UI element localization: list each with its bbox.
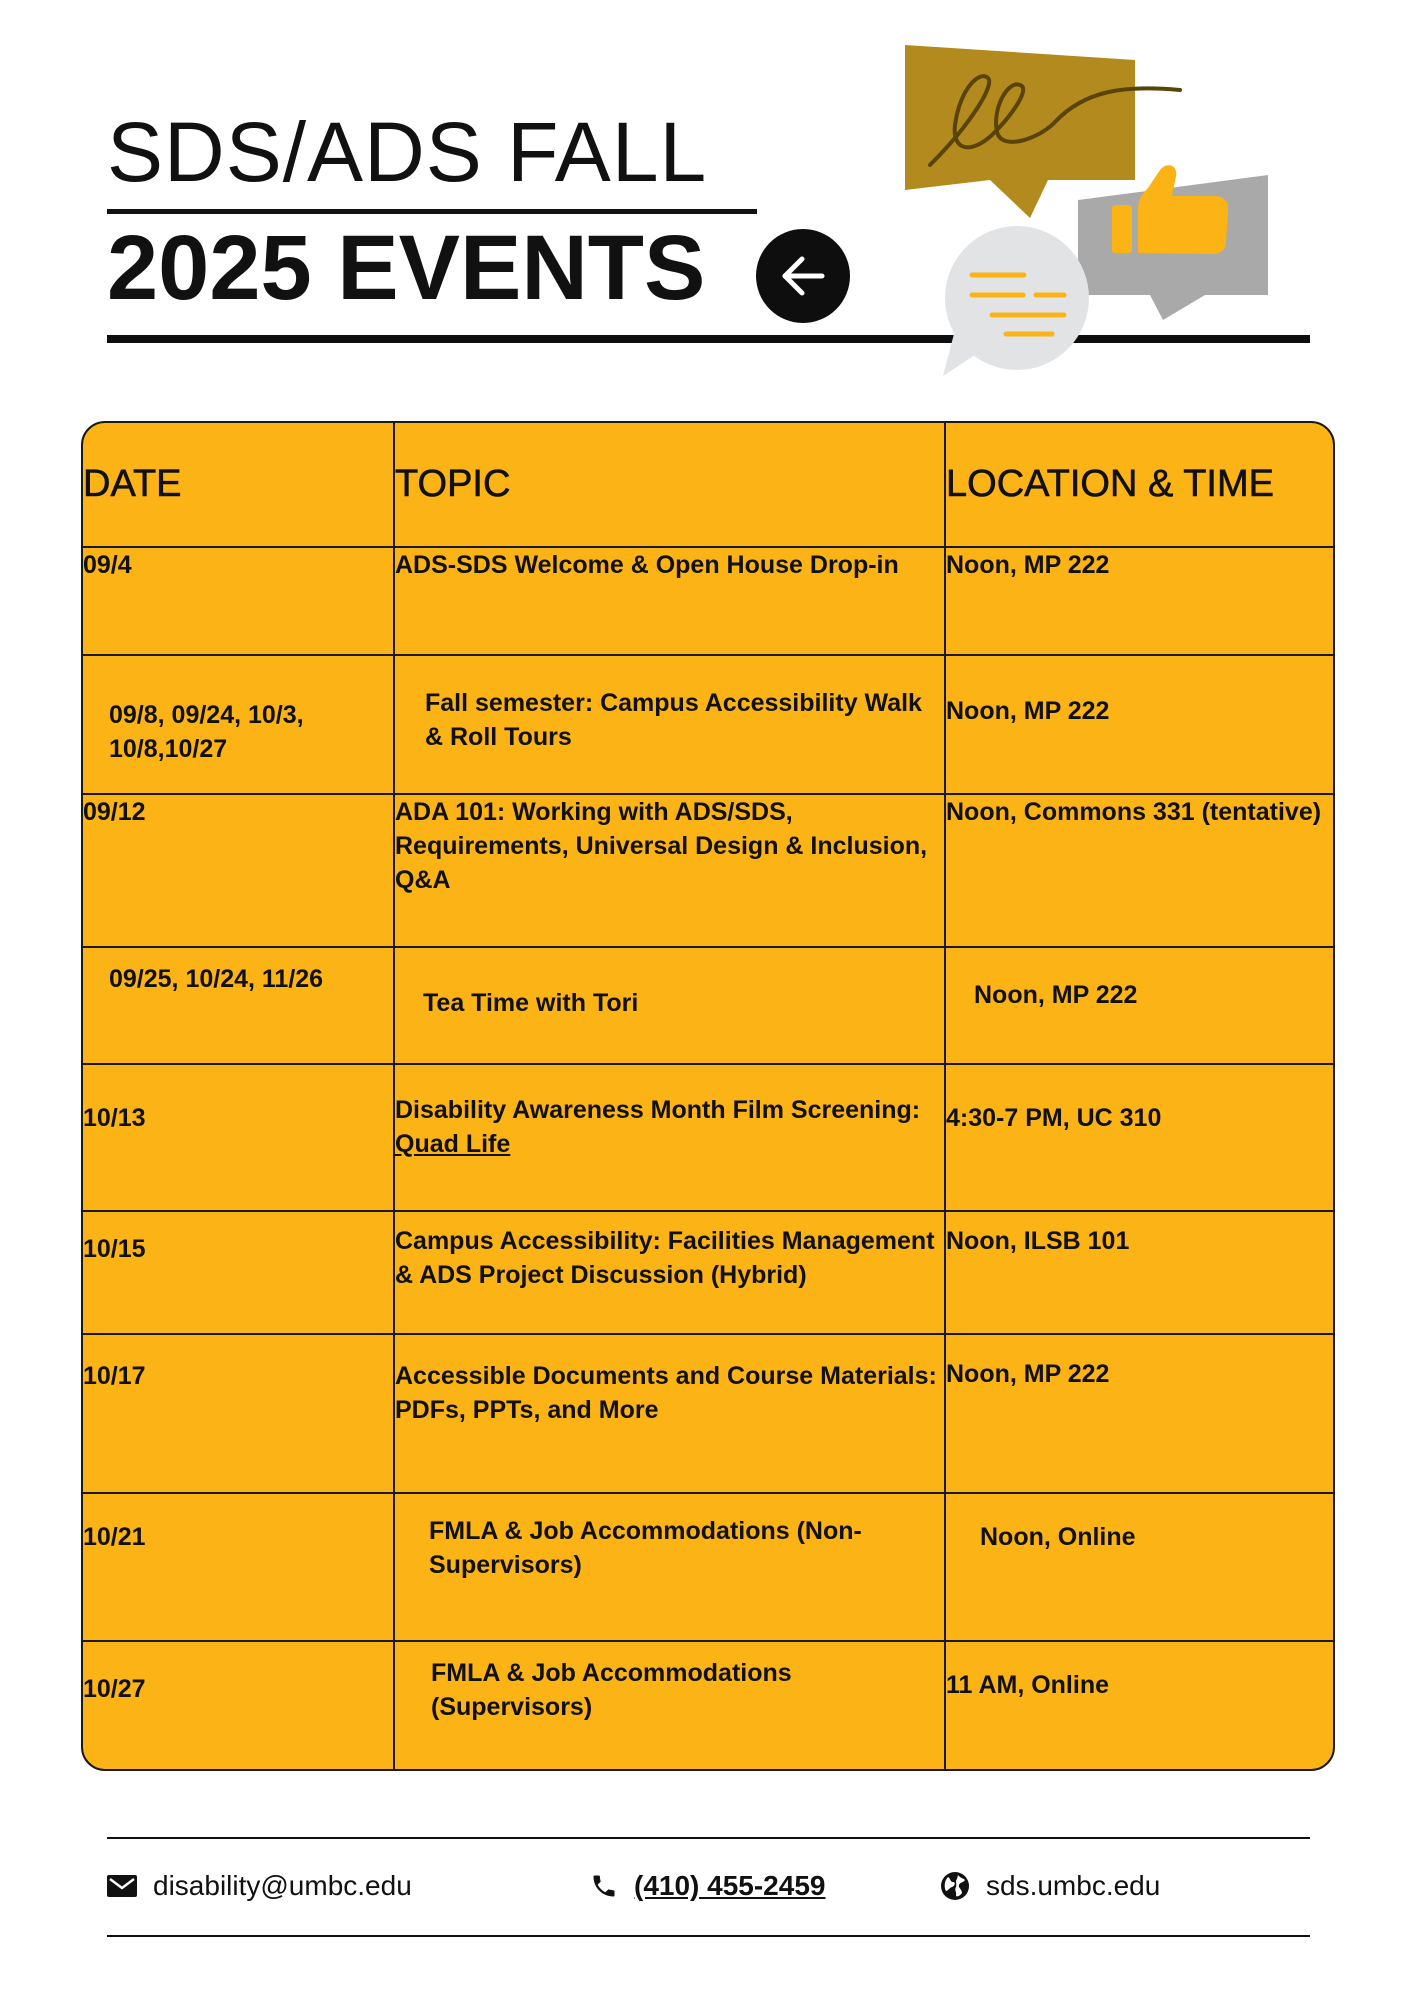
event-topic: FMLA & Job Accommodations (Supervisors) <box>394 1641 945 1769</box>
event-date: 09/4 <box>83 547 394 655</box>
table-row <box>83 1641 1333 1769</box>
chat-lines-icon <box>943 226 1089 376</box>
website-contact <box>940 1866 1160 1906</box>
events-table <box>81 421 1335 1771</box>
table-row <box>83 1064 1333 1211</box>
title-divider <box>107 209 757 214</box>
event-date: 10/21 <box>83 1493 394 1641</box>
email-link[interactable]: disability@umbc.edu <box>153 1870 412 1901</box>
envelope-icon <box>107 1875 137 1897</box>
title-line-1: SDS/ADS FALL <box>107 105 708 199</box>
column-header-date: DATE <box>83 423 394 547</box>
column-header-topic: TOPIC <box>394 423 945 547</box>
table-row <box>83 547 1333 655</box>
event-date: 09/8, 09/24, 10/3, 10/8,10/27 <box>83 655 394 794</box>
phone-contact <box>590 1866 825 1906</box>
table-row <box>83 794 1333 947</box>
table-row <box>83 947 1333 1064</box>
title-line-2: 2025 EVENTS <box>107 217 706 319</box>
globe-icon <box>940 1871 970 1901</box>
back-arrow-button[interactable] <box>756 229 850 323</box>
event-date: 09/25, 10/24, 11/26 <box>83 947 394 1064</box>
event-date: 10/15 <box>83 1211 394 1334</box>
footer-divider-top <box>107 1837 1310 1839</box>
event-location-time: Noon, MP 222 <box>945 1334 1333 1493</box>
speech-bubbles-illustration <box>880 30 1300 390</box>
event-topic: Accessible Documents and Course Materials: PDFs, PPTs, and More <box>394 1334 945 1493</box>
event-topic: Fall semester: Campus Accessibility Walk & Roll Tours <box>394 655 945 794</box>
event-location-time: Noon, Online <box>945 1493 1333 1641</box>
table-row <box>83 1493 1333 1641</box>
event-location-time: Noon, ILSB 101 <box>945 1211 1333 1334</box>
table-row <box>83 1211 1333 1334</box>
event-location-time: Noon, MP 222 <box>945 947 1333 1064</box>
event-topic: Campus Accessibility: Facilities Management & ADS Project Discussion (Hybrid) <box>394 1211 945 1334</box>
table-row <box>83 1334 1333 1493</box>
event-location-time: 4:30-7 PM, UC 310 <box>945 1064 1333 1211</box>
arrow-left-icon <box>776 249 830 303</box>
event-date: 10/27 <box>83 1641 394 1769</box>
event-date: 10/13 <box>83 1064 394 1211</box>
event-location-time: Noon, Commons 331 (tentative) <box>945 794 1333 947</box>
column-header-location-time: LOCATION & TIME <box>945 423 1333 547</box>
event-topic: FMLA & Job Accommodations (Non-Supervisors) <box>394 1493 945 1641</box>
footer-divider-bottom <box>107 1935 1310 1937</box>
email-contact <box>107 1866 412 1906</box>
event-topic-text: Disability Awareness Month Film Screening: <box>395 1096 921 1124</box>
table-row <box>83 655 1333 794</box>
website-link[interactable]: sds.umbc.edu <box>986 1870 1161 1901</box>
event-location-time: Noon, MP 222 <box>945 655 1333 794</box>
event-topic: ADA 101: Working with ADS/SDS, Requirements, Universal Design & Inclusion, Q&A <box>394 794 945 947</box>
table-header-row <box>83 423 1333 547</box>
phone-link[interactable]: (410) 455-2459 <box>634 1870 826 1901</box>
event-location-time: Noon, MP 222 <box>945 547 1333 655</box>
event-topic: Tea Time with Tori <box>394 947 945 1064</box>
event-topic: ADS-SDS Welcome & Open House Drop-in <box>394 547 945 655</box>
event-location-time: 11 AM, Online <box>946 1671 1110 1699</box>
quad-life-link[interactable]: Quad Life <box>395 1130 511 1158</box>
event-topic <box>394 1064 945 1211</box>
thumbs-up-icon <box>1078 165 1268 320</box>
phone-icon <box>590 1872 618 1900</box>
event-date: 10/17 <box>83 1334 394 1493</box>
event-date: 09/12 <box>83 794 394 947</box>
